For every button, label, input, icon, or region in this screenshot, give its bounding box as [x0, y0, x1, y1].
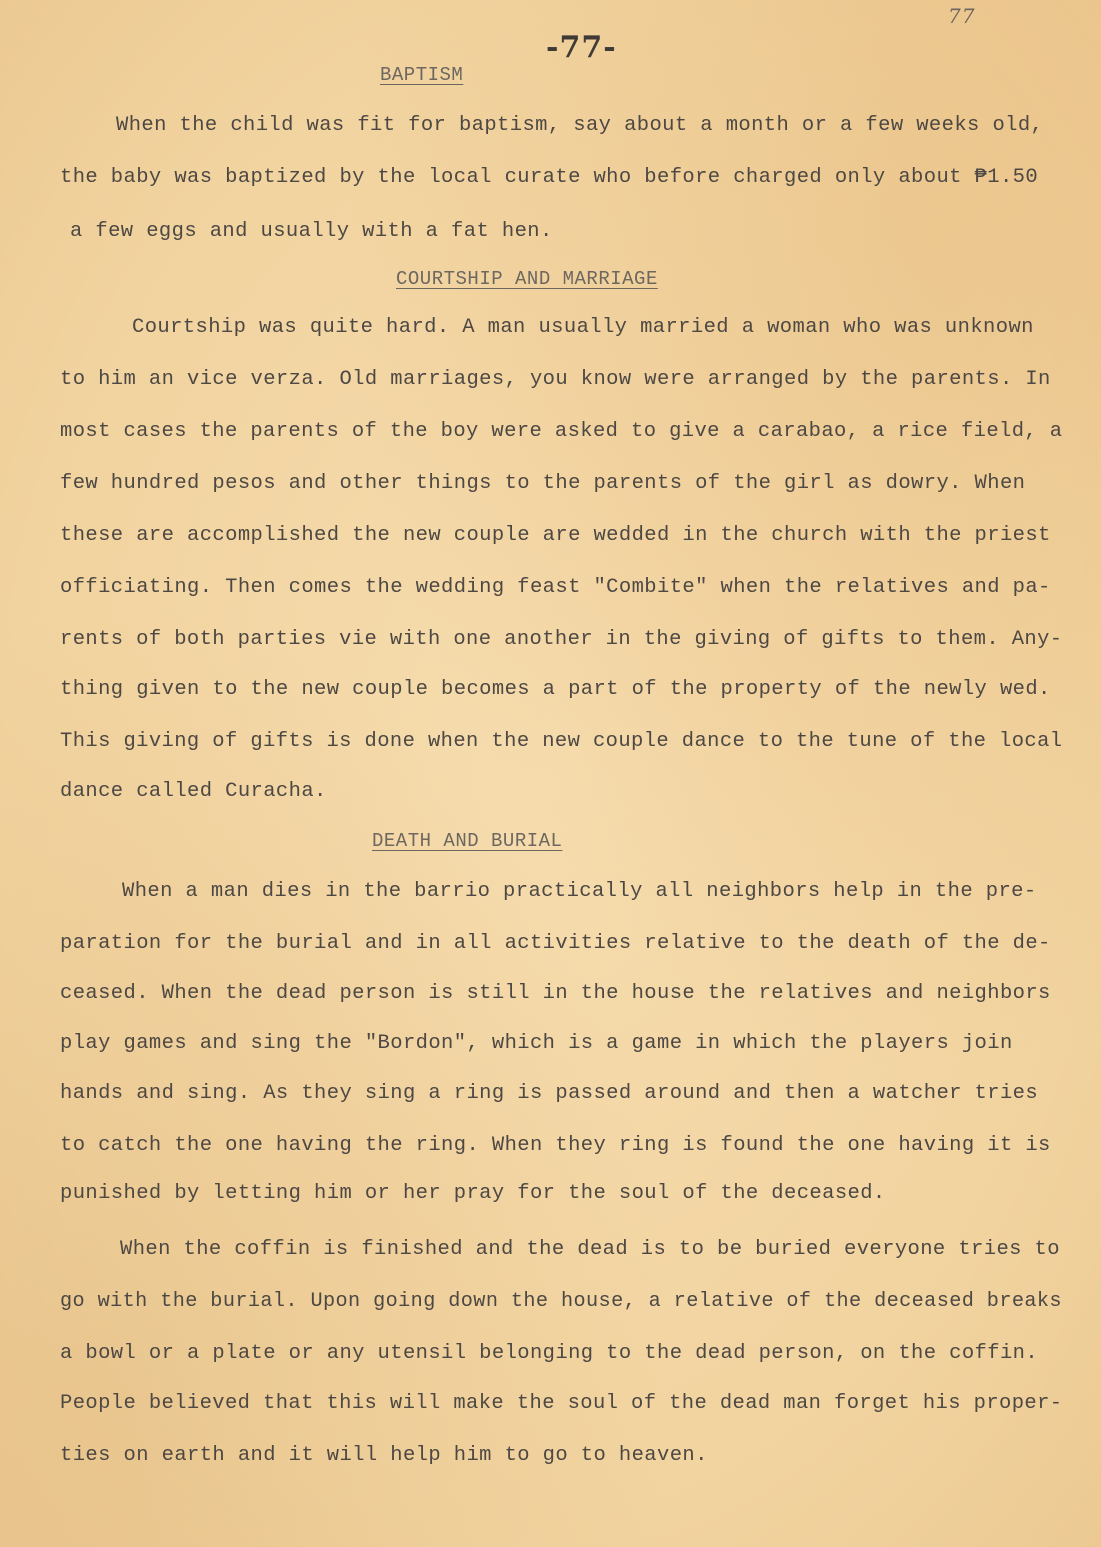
text-line: to catch the one having the ring. When they ring is found the one having it is: [60, 1134, 1051, 1157]
text-line: paration for the burial and in all activities relative to the death of the de-: [60, 932, 1051, 955]
text-line: hands and sing. As they sing a ring is passed around and then a watcher tries: [60, 1082, 1039, 1105]
heading-baptism: BAPTISM: [380, 64, 464, 86]
text-line: to him an vice verza. Old marriages, you know were arranged by the parents. In: [60, 368, 1051, 391]
text-line: When the coffin is finished and the dead is to be buried everyone tries to: [120, 1238, 1060, 1261]
text-line: People believed that this will make the soul of the dead man forget his proper-: [60, 1392, 1063, 1415]
text-line: the baby was baptized by the local curate who before charged only about ₱1.50: [60, 166, 1039, 189]
text-line: rents of both parties vie with one another in the giving of gifts to them. Any-: [60, 628, 1063, 651]
text-line: When the child was fit for baptism, say about a month or a few weeks old,: [116, 114, 1044, 137]
heading-death-burial: DEATH AND BURIAL: [372, 830, 563, 852]
text-line: punished by letting him or her pray for the soul of the deceased.: [60, 1182, 886, 1205]
text-line: This giving of gifts is done when the new couple dance to the tune of the local: [60, 730, 1063, 753]
text-line: few hundred pesos and other things to the parents of the girl as dowry. When: [60, 472, 1026, 495]
text-line: these are accomplished the new couple are wedded in the church with the priest: [60, 524, 1051, 547]
text-line: a few eggs and usually with a fat hen.: [70, 220, 553, 243]
text-line: play games and sing the "Bordon", which is a game in which the players join: [60, 1032, 1013, 1055]
page-number: -77-: [546, 30, 617, 65]
handwritten-page-number: 77: [948, 4, 976, 28]
text-line: ties on earth and it will help him to go to heaven.: [60, 1444, 708, 1467]
text-line: thing given to the new couple becomes a part of the property of the newly wed.: [60, 678, 1051, 701]
text-line: a bowl or a plate or any utensil belonging to the dead person, on the coffin.: [60, 1342, 1039, 1365]
text-line: Courtship was quite hard. A man usually married a woman who was unknown: [132, 316, 1034, 339]
text-line: officiating. Then comes the wedding feast "Combite" when the relatives and pa-: [60, 576, 1051, 599]
text-line: ceased. When the dead person is still in the house the relatives and neighbors: [60, 982, 1051, 1005]
text-line: go with the burial. Upon going down the house, a relative of the deceased breaks: [60, 1290, 1062, 1313]
text-line: When a man dies in the barrio practically all neighbors help in the pre-: [122, 880, 1037, 903]
heading-courtship: COURTSHIP AND MARRIAGE: [396, 268, 658, 290]
text-line: most cases the parents of the boy were asked to give a carabao, a rice field, a: [60, 420, 1063, 443]
text-line: dance called Curacha.: [60, 780, 327, 803]
